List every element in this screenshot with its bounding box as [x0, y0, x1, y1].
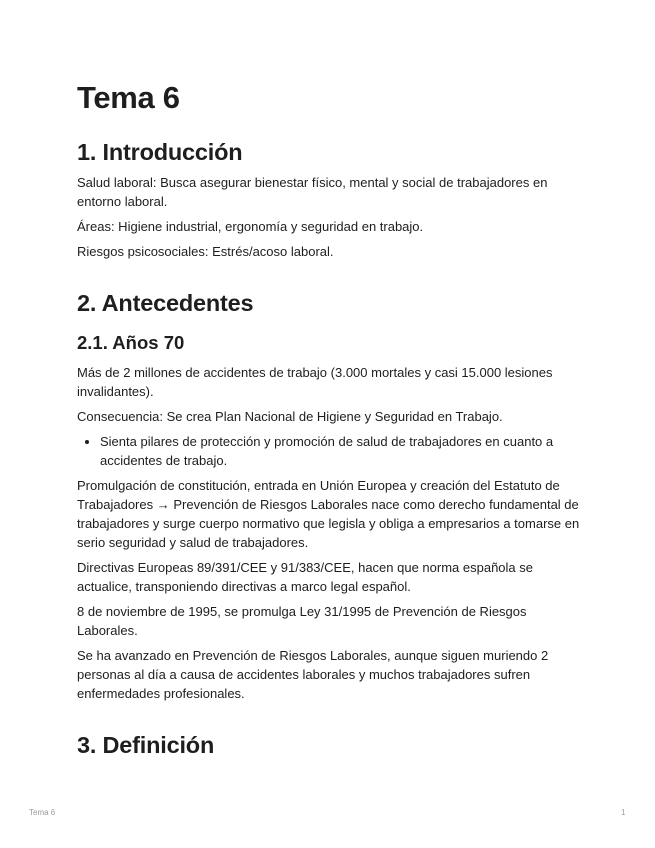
heading-antecedentes: 2. Antecedentes: [77, 290, 254, 316]
paragraph: Promulgación de constitución, entrada en Unión Europea y creación del Estatuto de Trabajadores → Prevención de Riesgos Laborales nace como derecho fundamental de trabajadores y surge cuerpo normativo que legisla y obliga a empresarios a tomarse en serio seguridad y salud de trabajadores.: [77, 478, 580, 550]
paragraph: Directivas Europeas 89/391/CEE y 91/383/CEE, hacen que norma española se actualice, transponiendo directivas a marco legal español.: [77, 560, 533, 594]
subheading-anos-70: 2.1. Años 70: [77, 332, 185, 353]
list-item: • Sienta pilares de protección y promoción de salud de trabajadores en cuanto a accidentes de trabajo.: [100, 432, 582, 470]
paragraph: Se ha avanzado en Prevención de Riesgos Laborales, aunque siguen muriendo 2 personas al día a causa de accidentes laborales y muchos trabajadores sufren enfermedades profesionales.: [77, 648, 549, 701]
paragraph: Salud laboral: Busca asegurar bienestar físico, mental y social de trabajadores en entorno laboral.: [77, 175, 548, 209]
paragraph: Áreas: Higiene industrial, ergonomía y seguridad en trabajo.: [77, 219, 424, 234]
heading-introduccion: 1. Introducción: [77, 139, 243, 165]
paragraph: Consecuencia: Se crea Plan Nacional de Higiene y Seguridad en Trabajo.: [77, 409, 503, 424]
paragraph: 8 de noviembre de 1995, se promulga Ley 31/1995 de Prevención de Riesgos Laborales.: [77, 604, 527, 638]
bullet-list: [77, 432, 582, 470]
heading-definicion: 3. Definición: [77, 732, 215, 758]
footer-document-title: Tema 6: [29, 808, 56, 817]
paragraph: Más de 2 millones de accidentes de trabajo (3.000 mortales y casi 15.000 lesiones invalidantes).: [77, 365, 553, 399]
paragraph: Riesgos psicosociales: Estrés/acoso laboral.: [77, 244, 334, 259]
document-body: [77, 70, 582, 759]
page-title: Tema 6: [77, 80, 180, 115]
footer-page-number: 1: [621, 808, 626, 817]
